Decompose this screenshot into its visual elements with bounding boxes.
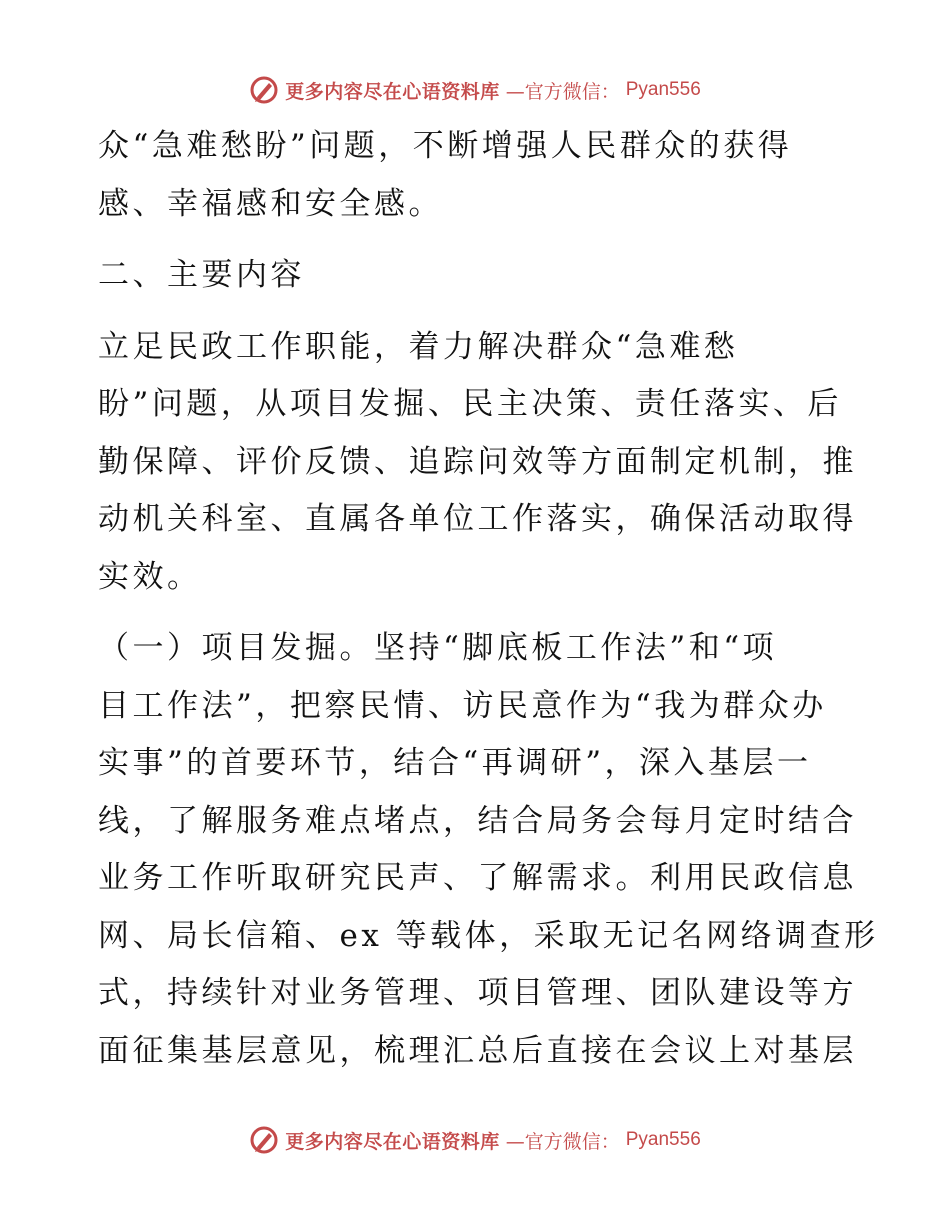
pen-logo-icon: [249, 1125, 279, 1155]
footer-banner: [0, 1120, 950, 1160]
banner-official-label: —官方微信：: [505, 80, 620, 103]
paragraph-2: [98, 319, 858, 607]
section-heading: [98, 247, 858, 305]
text-line: （一）项目发掘。坚持“脚底板工作法”和“项: [98, 630, 778, 666]
banner-site-name: 更多内容尽在心语资料库: [285, 1130, 500, 1153]
banner-official-label: —官方微信：: [505, 1130, 620, 1153]
section-heading-text: 二、主要内容: [98, 257, 305, 293]
text-line: 勤保障、评价反馈、追踪问效等方面制定机制，推: [98, 443, 857, 480]
banner-wechat-id: Pyan556: [625, 1129, 701, 1150]
paragraph-1: [98, 118, 858, 233]
text-line: 感、幸福感和安全感。: [98, 185, 443, 222]
document-body: [98, 118, 879, 1080]
paragraph-3: [98, 620, 879, 1080]
header-banner: [0, 70, 950, 110]
text-line: 网、局长信箱、ex 等载体，采取无记名网络调查形: [98, 917, 879, 954]
text-line: 目工作法”，把察民情、访民意作为“我为群众办: [98, 687, 827, 724]
text-line: 盼”问题，从项目发掘、民主决策、责任落实、后: [98, 386, 842, 422]
text-line: 实效。: [98, 558, 202, 595]
text-line: 动机关科室、直属各单位工作落实，确保活动取得: [98, 501, 857, 537]
pen-logo-icon: [249, 75, 279, 105]
text-line: 面征集基层意见，梳理汇总后直接在会议上对基层: [98, 1032, 857, 1069]
text-line: 实事”的首要环节，结合“再调研”，深入基层一: [98, 745, 812, 781]
text-line: 立足民政工作职能，着力解决群众“急难愁: [98, 328, 739, 365]
banner-site-name: 更多内容尽在心语资料库: [285, 80, 500, 103]
text-line: 众“急难愁盼”问题，不断增强人民群众的获得: [98, 128, 793, 164]
text-line: 式，持续针对业务管理、项目管理、团队建设等方: [98, 975, 857, 1011]
text-line: 业务工作听取研究民声、了解需求。利用民政信息: [98, 860, 857, 896]
banner-wechat-id: Pyan556: [625, 79, 701, 100]
text-line: 线，了解服务难点堵点，结合局务会每月定时结合: [98, 802, 857, 839]
